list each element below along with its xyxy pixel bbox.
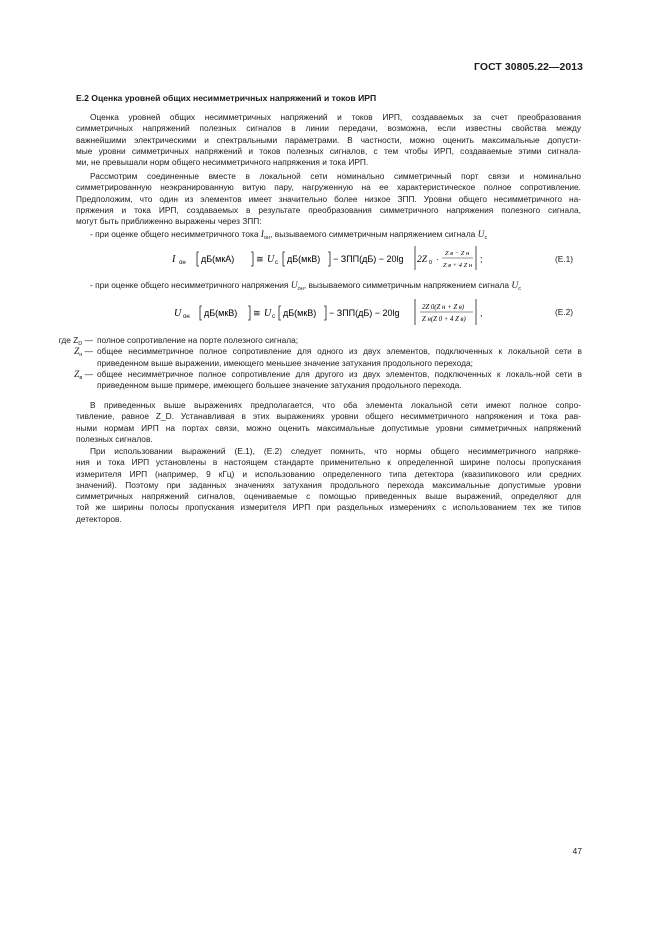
svg-text:− ЗПП(дБ) − 20lg: − ЗПП(дБ) − 20lg	[333, 254, 404, 264]
paragraph-2	[76, 171, 581, 227]
dash-item-1: - при оценке общего несимметричного тока $I_{он}$, вызываемого симметричным напряжением сигнала $U_c$	[90, 229, 488, 241]
svg-text:U: U	[267, 254, 275, 265]
symbol: U	[511, 281, 519, 291]
svg-text:Z н(Z 0 + 4 Z в): Z н(Z 0 + 4 Z в)	[422, 316, 466, 323]
definitions-list	[46, 335, 582, 391]
text-line: пряжения и тока ИРП, создаваемых в результате преобразования симметричного напряжения полезного сигнала,	[76, 204, 581, 215]
svg-text:он: он	[179, 260, 186, 266]
paragraph-4	[76, 446, 581, 525]
svg-text:c: c	[275, 260, 278, 266]
text-line: той же ширины полосы пропускания измерителя ИРП при раздельных измерениях с использованием тех же типов	[76, 502, 581, 513]
text-line: Предположим, что один из элементов имеет значительно более низкое ЗПП. Уровни общего несимметричного на-	[76, 193, 581, 204]
svg-text:U: U	[174, 308, 182, 319]
text-line: могут быть приближенно выражены через ЗПП:	[76, 216, 262, 226]
text-line: В приведенных выше выражениях предполагается, что оба элемента локальной сети имеют полное сопро-	[90, 400, 581, 410]
dash-item-2: - при оценке общего несимметричного напряжения $U_{он}$, вызываемого симметричным напряжением сигнала $U_c$	[90, 280, 522, 292]
text-line: При использовании выражений (Е.1), (Е.2) следует помнить, что нормы общего несимметричного напряже-	[90, 446, 581, 456]
svg-text:Z в + 4 Z н: Z в + 4 Z н	[443, 262, 473, 269]
paragraph-1	[76, 112, 581, 168]
dash-text: - при оценке общего несимметричного напряжения	[90, 280, 289, 290]
svg-text:Z в − Z н: Z в − Z н	[445, 250, 470, 257]
definition-item: $Z_н$ — общее несимметричное полное сопротивление для одного из двух элементов, подключенных к локальной сети в приведенном выше выражении, имеющего меньшее значение затухания продольного перехода;	[73, 346, 582, 368]
formula-number: (Е.2)	[555, 307, 574, 317]
text-line: важнейшими электрическими и спектральными параметрами. В частности, можно оценить максимальные допусти-	[76, 134, 581, 145]
symbol: U	[290, 281, 298, 291]
svg-text:дБ(мкА): дБ(мкА)	[201, 254, 235, 264]
formula-symbol: I	[172, 254, 176, 265]
svg-text:;: ;	[480, 254, 483, 264]
definition-item: $Z_в$ — общее несимметричное полное сопротивление для другого из двух элементов, подключенных к локаль-ной сети в приведенном выше примере, имеющего большее значение затухания продольного перехода.	[74, 368, 582, 390]
text-line: ния и тока ИРП установлены в настоящем стандарте применительно к определенной ширине полосы пропускания	[76, 457, 581, 468]
paragraph-3	[76, 400, 581, 445]
section-heading: Е.2 Оценка уровней общих несимметричных напряжений и токов ИРП	[76, 93, 377, 103]
text-line: симметричных напряжений полезных сигналов в линии передачи, возможна, если известны свойства между	[76, 123, 581, 134]
svg-text:2Z: 2Z	[417, 255, 428, 265]
text-line: ными нормам ИРП на портах связи, можно оценить максимальные допустимые уровни симметричных напряжений	[76, 422, 581, 433]
page-number: 47	[572, 846, 582, 856]
symbol: U	[477, 230, 485, 240]
svg-text:− ЗПП(дБ) − 20lg: − ЗПП(дБ) − 20lg	[329, 308, 400, 318]
svg-text:·: ·	[436, 255, 439, 264]
formula-number: (Е.1)	[555, 254, 574, 264]
text-line: Рассмотрим соединенные вместе в локальной сети номинально симметричный порт связи и номинально	[90, 171, 581, 181]
text-line: полезных сигналов.	[76, 433, 153, 444]
svg-text:U: U	[264, 308, 272, 319]
text-line: тивление, равное Z_D. Устанавливая в этих выражениях уровни общего несимметричного напряжения и тока рав-	[76, 411, 581, 422]
dash-text: - при оценке общего несимметричного тока	[90, 229, 259, 239]
formula-e1	[170, 243, 500, 273]
text-line: значений). Поэтому при заданных значениях затухания продольного перехода максимальные допустимые уровни	[76, 479, 581, 490]
text-line: детекторов.	[76, 513, 122, 524]
symbol: I	[260, 230, 264, 240]
svg-text:≅: ≅	[253, 308, 261, 318]
svg-text:c: c	[272, 314, 275, 320]
text-line: ми, не превышали норм общего несимметричного напряжения и тока ИРП.	[76, 157, 369, 167]
standard-number: ГОСТ 30805.22—2013	[474, 62, 583, 73]
svg-text:дБ(мкВ): дБ(мкВ)	[283, 308, 317, 318]
text-line: симметрированную неэкранированную витую пару, нагруженную на ее характеристическое полное сопротивление.	[76, 182, 581, 193]
text-line: Оценка уровней общих несимметричных напряжений и токов ИРП, создаваемых за счет преобразования	[90, 112, 581, 122]
svg-text:он: он	[183, 314, 190, 320]
svg-text:,: ,	[480, 308, 483, 318]
svg-text:дБ(мкВ): дБ(мкВ)	[287, 254, 321, 264]
svg-text:≅: ≅	[256, 254, 264, 264]
svg-text:0: 0	[429, 260, 433, 266]
svg-text:дБ(мкВ): дБ(мкВ)	[204, 308, 238, 318]
svg-text:2Z 0(Z н + Z в): 2Z 0(Z н + Z в)	[422, 304, 465, 311]
text-line: симметричных напряжений сигналов, оцениваемые с помощью приведенных выше выражений, определяют для	[76, 491, 581, 501]
text-line: измерителя ИРП (например, 9 кГц) и использованию определенного типа детектора (квазипикового или средних	[76, 468, 581, 479]
text-line: мые уровни симметричных напряжений и токов полезных сигналов, с тем чтобы ИРП, создаваемые этими сигнала-	[76, 145, 581, 156]
definition-item: где $Z_D$ — полное сопротивление на порте полезного сигнала;	[58, 335, 299, 347]
formula-e2	[172, 296, 502, 328]
